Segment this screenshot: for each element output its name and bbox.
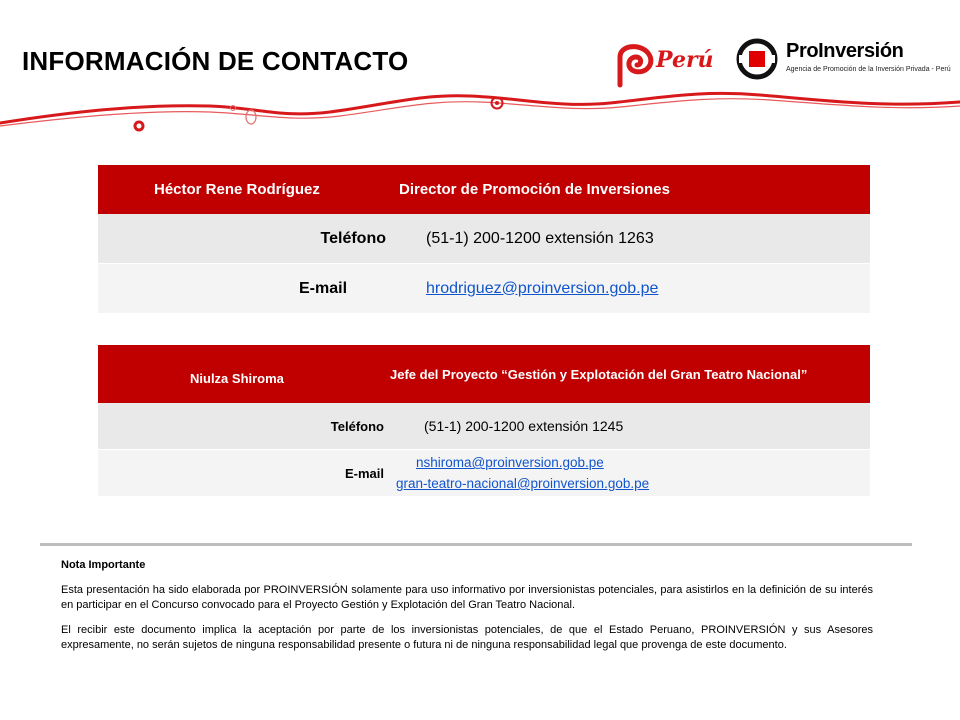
email-link[interactable]: hrodriguez@proinversion.gob.pe <box>426 279 659 297</box>
phone-label: Teléfono <box>98 214 386 264</box>
email-label: E-mail <box>98 264 386 314</box>
contact-table-hector <box>98 165 870 313</box>
contact-role: Director de Promoción de Inversiones <box>386 165 870 214</box>
phone-value: (51-1) 200-1200 extensión 1263 <box>386 214 870 264</box>
contact-name: Niulza Shiroma <box>98 345 384 403</box>
email-label: E-mail <box>98 450 384 497</box>
important-note <box>61 558 873 663</box>
note-title: Nota Importante <box>61 559 146 571</box>
contact-name: Héctor Rene Rodríguez <box>98 165 386 214</box>
contact-table-niulza <box>98 345 870 496</box>
peru-logo-text: Perú <box>656 47 714 73</box>
phone-label: Teléfono <box>98 403 384 450</box>
proinversion-name: ProInversión <box>786 40 904 62</box>
page-title: INFORMACIÓN DE CONTACTO <box>22 46 409 76</box>
note-paragraph: El recibir este documento implica la aceptación por parte de los inversionistas potenciales, de que el Estado Peruano, PROINVERSIÓN y sus Asesores expresamente, no serán sujetos de ninguna responsabilidad presente o futura ni de ninguna responsabilidad legal que provenga de este documento. <box>61 624 873 651</box>
peru-brand-logo <box>610 35 720 95</box>
contact-role: Jefe del Proyecto “Gestión y Explotación del Gran Teatro Nacional” <box>384 345 870 403</box>
email-link[interactable]: nshiroma@proinversion.gob.pe <box>416 455 604 470</box>
phone-value: (51-1) 200-1200 extensión 1245 <box>384 403 870 450</box>
proinversion-logo <box>736 34 951 84</box>
proinversion-tagline: Agencia de Promoción de la Inversión Privada - Perú <box>786 66 951 73</box>
section-divider <box>40 543 912 546</box>
note-paragraph: Esta presentación ha sido elaborada por PROINVERSIÓN solamente para uso informativo por inversionistas potenciales, para asistirlos en la definición de su interés en participar en el Concurso convocado para el Proyecto Gestión y Explotación del Gran Teatro Nacional. <box>61 584 873 611</box>
email-link[interactable]: gran-teatro-nacional@proinversion.gob.pe <box>396 476 650 491</box>
